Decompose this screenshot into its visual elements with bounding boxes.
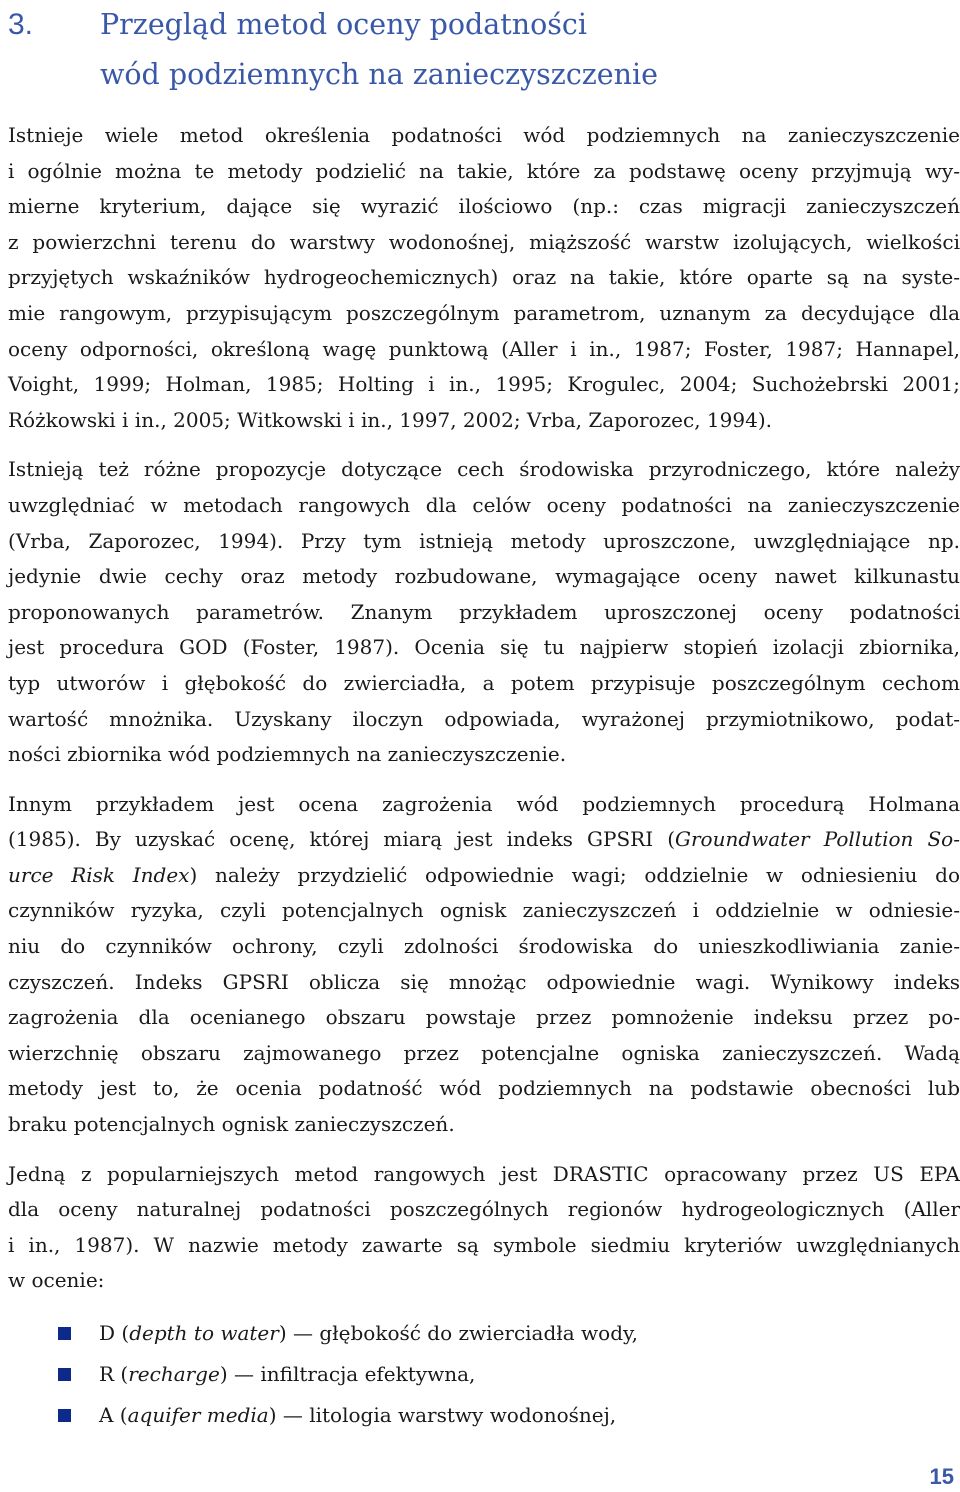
text-line: metody jest to, że ocenia podatność wód podziemnych na podstawie obecności lub [8,1076,960,1101]
list-item-text [99,1398,616,1434]
list-item [8,1313,960,1354]
text-line: uwzględniać w metodach rangowych dla celów oceny podatności na zanieczyszczenie [8,492,960,517]
text-line: oceny odporności, określoną wagę punktową (Aller i in., 1987; Foster, 1987; Hannapel, [8,336,960,361]
paragraph-4 [8,1157,960,1299]
text-line: proponowanych parametrów. Znanym przykładem uproszczonej oceny podatności [8,599,960,624]
text-line [8,822,960,858]
criterion-letter: A ( [99,1402,128,1427]
text-line: Jedną z popularniejszych metod rangowych jest DRASTIC opracowany przez US EPA [8,1161,960,1186]
section-title [100,0,658,100]
square-bullet-icon [58,1327,71,1340]
list-item [8,1354,960,1395]
text-line: i ogólnie można te metody podzielić na takie, które za podstawę oceny przyjmują wy- [8,158,960,183]
text-line: z powierzchni terenu do warstwy wodonośnej, miąższość warstw izolujących, wielkości [8,229,960,254]
square-bullet-icon [58,1409,71,1422]
paragraph-1 [8,118,960,438]
text-line: zagrożenia dla ocenianego obszaru powstaje przez pomnożenie indeksu przez po- [8,1005,960,1030]
text-segment: ) należy przydzielić odpowiednie wagi; oddzielnie w odniesieniu do [189,862,960,887]
text-line: jest procedura GOD (Foster, 1987). Ocenia się tu najpierw stopień izolacji zbiornika, [8,635,960,660]
text-line: Istnieje wiele metod określenia podatności wód podziemnych na zanieczyszczenie [8,123,960,147]
text-line: niu do czynników ochrony, czyli zdolności środowiska do unieszkodliwiania zanie- [8,934,960,959]
text-line: w ocenie: [8,1268,105,1293]
list-item [8,1395,960,1436]
text-line: ności zbiornika wód podziemnych na zanieczyszczenie. [8,742,567,767]
criterion-letter: R ( [99,1361,129,1386]
criterion-description: ) — infiltracja efektywna, [219,1361,476,1386]
criterion-letter: D ( [99,1320,130,1345]
body-text [8,118,960,1436]
italic-term: urce Risk Index [8,862,190,887]
text-line: dla oceny naturalnej podatności poszczególnych regionów hydrogeologicznych (Aller [8,1197,960,1222]
paragraph-2 [8,452,960,772]
italic-term: Groundwater Pollution So- [675,827,960,852]
text-line: czynników ryzyka, czyli potencjalnych ognisk zanieczyszczeń i oddzielnie w odniesie- [8,898,960,923]
paragraph-3 [8,787,960,1143]
italic-term: depth to water [129,1320,279,1345]
text-line: mierne kryterium, dające się wyrazić ilościowo (np.: czas migracji zanieczyszczeń [8,194,960,219]
section-number: 3. [8,8,34,41]
text-line: Istnieją też różne propozycje dotyczące cech środowiska przyrodniczego, które należy [8,457,960,482]
text-line: jedynie dwie cechy oraz metody rozbudowane, wymagające oceny nawet kilkunastu [8,564,960,589]
text-line: czyszczeń. Indeks GPSRI oblicza się mnożąc odpowiednie wagi. Wynikowy indeks [8,969,960,994]
text-line: wierzchnię obszaru zajmowanego przez potencjalne ogniska zanieczyszczeń. Wadą [8,1040,960,1065]
text-line: mie rangowym, przypisującym poszczególnym parametrom, uznanym za decydujące dla [8,300,960,325]
text-line: braku potencjalnych ognisk zanieczyszczeń. [8,1112,455,1137]
text-line: typ utworów i głębokość do zwierciadła, a potem przypisuje poszczególnym cechom [8,670,960,695]
list-item-text [99,1316,638,1352]
text-line [8,858,960,894]
text-line: przyjętych wskaźników hydrogeochemicznych) oraz na takie, które oparte są na syste- [8,265,960,290]
text-line: i in., 1987). W nazwie metody zawarte są symbole siedmiu kryteriów uwzględnianych [8,1232,960,1257]
section-title-line-1: Przegląd metod oceny podatności [100,8,587,41]
criterion-description: ) — głębokość do zwierciadła wody, [278,1320,639,1345]
criterion-description: ) — litologia warstwy wodonośnej, [268,1402,617,1427]
page-number: 15 [929,1464,954,1489]
section-title-line-2: wód podziemnych na zanieczyszczenie [100,58,659,91]
text-line: Innym przykładem jest ocena zagrożenia wód podziemnych procedurą Holmana [8,791,960,816]
section-heading [8,0,952,100]
text-line: Różkowski i in., 2005; Witkowski i in., 1997, 2002; Vrba, Zaporozec, 1994). [8,407,772,432]
text-line: Voight, 1999; Holman, 1985; Holting i in., 1995; Krogulec, 2004; Suchożebrski 2001; [8,372,960,397]
square-bullet-icon [58,1368,71,1381]
text-line: wartość mnożnika. Uzyskany iloczyn odpowiada, wyrażonej przymiotnikowo, podat- [8,706,960,731]
criteria-list [8,1313,960,1436]
italic-term: aquifer media [127,1402,269,1427]
text-line: (Vrba, Zaporozec, 1994). Przy tym istnieją metody uproszczone, uwzględniające np. [8,528,960,553]
italic-term: recharge [128,1361,220,1386]
text-segment: (1985). By uzyskać ocenę, której miarą jest indeks GPSRI ( [8,827,675,852]
list-item-text [99,1357,475,1393]
